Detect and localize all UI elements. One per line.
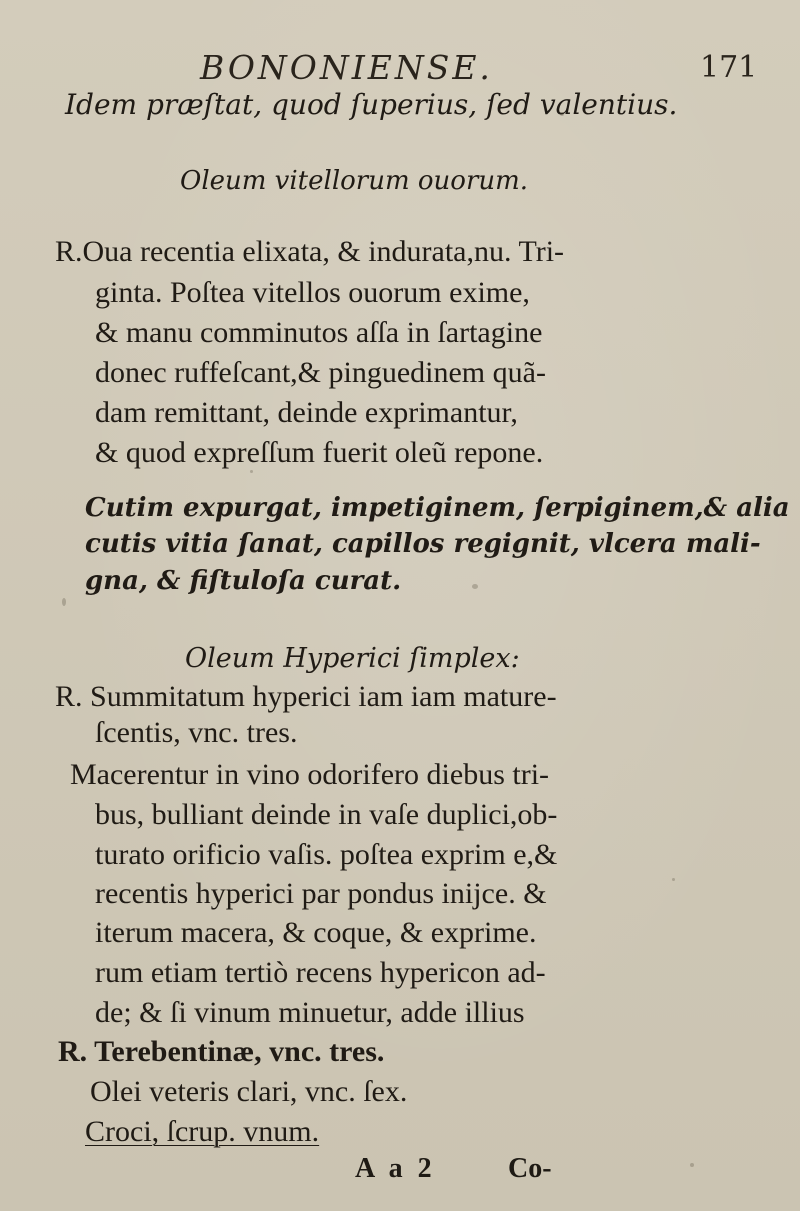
signature-mark: A a 2 [355,1153,436,1184]
recipe2-line: de; & ſi vinum minuetur, adde illius [95,996,525,1029]
recipe2-line: Macerentur in vino odorifero diebus tri- [70,758,550,791]
recipe2-line: recentis hyperici par pondus inijce. & [95,877,547,910]
recipe1-line: R.Oua recentia elixata, & indurata,nu. Tri- [55,235,565,268]
uses-line: cutis vitia ſanat, capillos regignit, vlcera mali- [85,529,761,559]
recipe1-line: ginta. Poſtea vitellos ouorum exime, [95,276,530,309]
paper-speck [672,878,675,881]
ingredient-line: Olei veteris clari, vnc. ſex. [90,1075,408,1108]
recipe1-line: & quod expreſſum fuerit oleũ repone. [95,436,544,469]
paper-speck [560,112,564,116]
uses-line: Cutim expurgat, impetiginem, ſerpiginem,& alia [85,493,790,523]
recipe2-line: turato orificio vaſis. poſtea exprim e,& [95,838,558,871]
paper-speck [62,598,66,606]
recipe1-line: & manu comminutos aſſa in ſartagine [95,316,543,349]
paper-speck [120,1090,123,1093]
recipe2-line: ſcentis, vnc. tres. [95,716,298,749]
recipe2-title: Oleum Hyperici ſimplex: [185,643,520,674]
running-head: BONONIENSE. [200,48,493,87]
page-footer [0,1153,800,1189]
recipe2-line: R. Summitatum hyperici iam iam mature- [55,680,557,713]
recipe1-line: donec ruffeſcant,& pinguedinem quã- [95,356,546,389]
page-header [0,48,800,88]
intro-line: Idem præſtat, quod ſuperius, ſed valentius. [65,88,678,121]
recipe2-line: rum etiam tertiò recens hypericon ad- [95,956,546,989]
ingredient-line: R. Terebentinæ, vnc. tres. [58,1035,385,1068]
page-number: 171 [700,50,758,85]
recipe1-title: Oleum vitellorum ouorum. [180,166,529,196]
paper-speck [250,470,253,473]
recipe2-line: bus, bulliant deinde in vaſe duplici,ob- [95,798,558,831]
uses-line: gna, & fiſtuloſa curat. [85,566,402,596]
paper-speck [472,584,478,589]
recipe2-line: iterum macera, & coque, & exprime. [95,916,537,949]
ingredient-line: Croci, ſcrup. vnum. [85,1115,320,1148]
catchword: Co- [508,1153,552,1184]
recipe1-line: dam remittant, deinde exprimantur, [95,396,518,429]
paper-speck [690,1163,694,1167]
